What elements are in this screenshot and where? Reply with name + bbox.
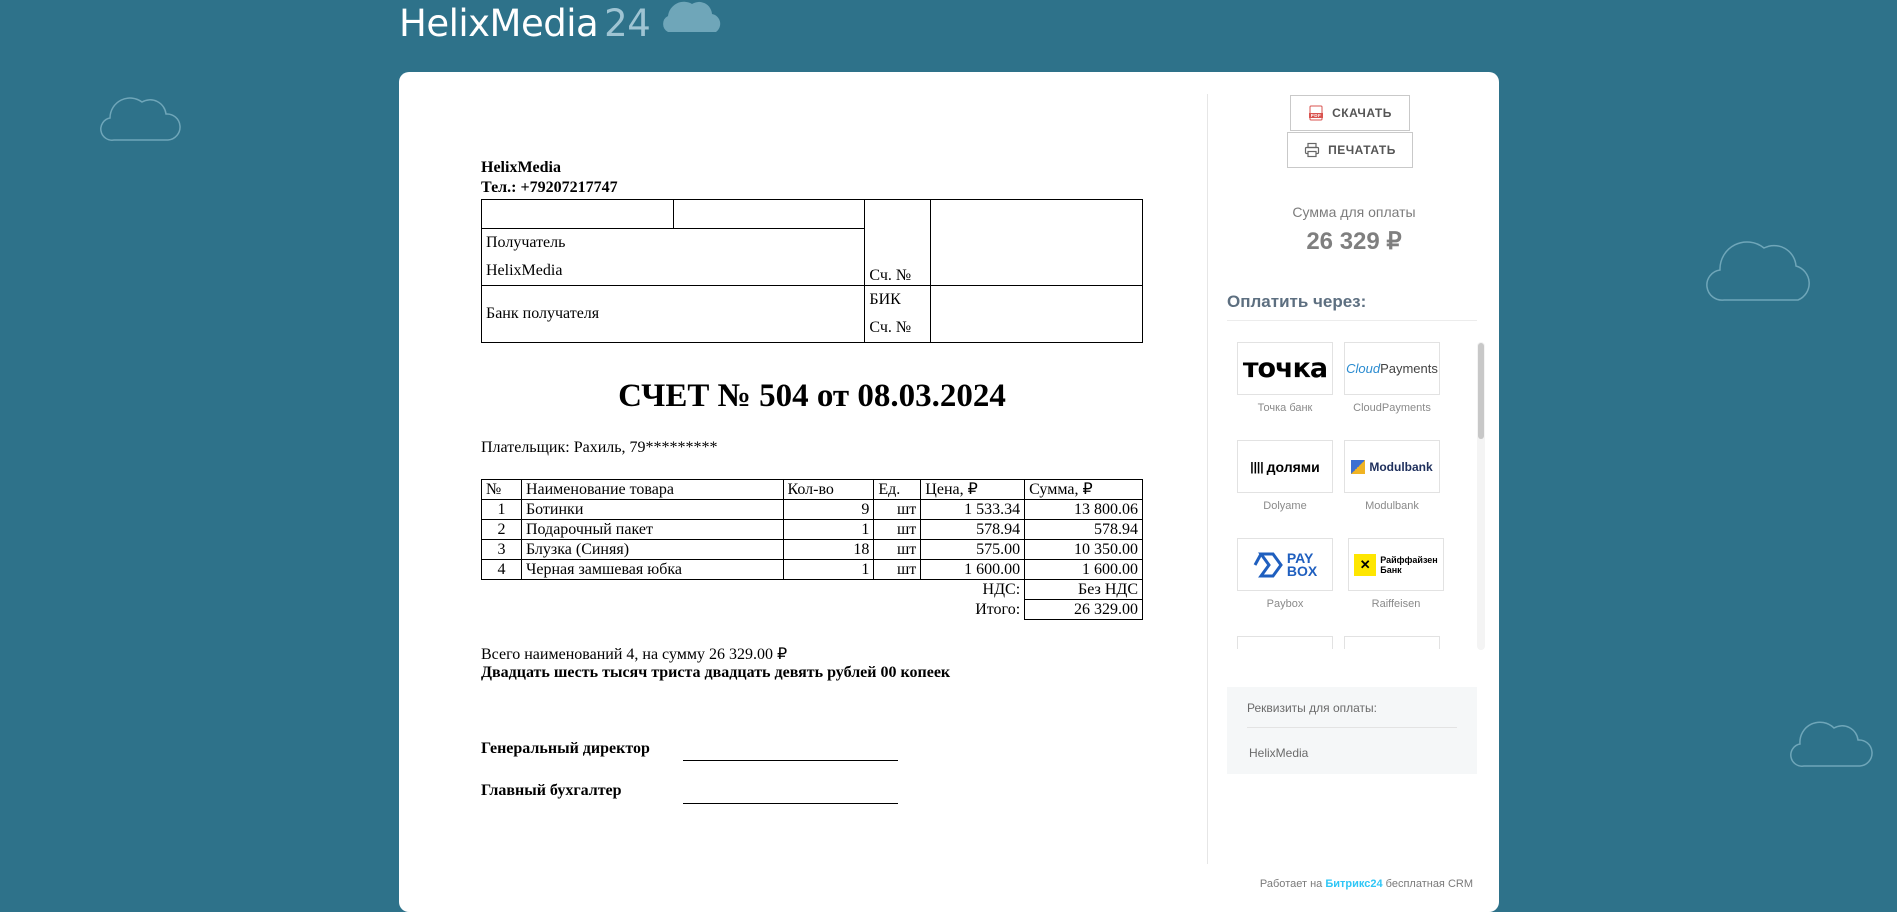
bik-label: БИК (869, 291, 901, 308)
sum-value: 26 329 ₽ (1306, 228, 1402, 255)
column-header: Цена, ₽ (921, 480, 1025, 500)
payment-method-paybox[interactable] (1237, 538, 1333, 610)
payment-method-tochka[interactable] (1237, 342, 1333, 414)
row-unit: шт (874, 560, 921, 580)
payment-method-logo (1344, 636, 1440, 649)
vat-row (482, 580, 1143, 600)
column-header: Кол-во (783, 480, 874, 500)
cloud-decoration (662, 0, 722, 34)
table-header (482, 480, 1143, 500)
row-name: Блузка (Синяя) (521, 540, 783, 560)
raiffeisen-logo-text: Райффайзен (1380, 554, 1438, 565)
row-sum: 13 800.06 (1025, 500, 1143, 520)
recipient-cell (482, 229, 865, 286)
bank-cell (673, 200, 865, 229)
org-name: HelixMedia (481, 159, 561, 176)
payment-method-more[interactable] (1237, 636, 1333, 649)
panel-divider (1207, 94, 1208, 864)
download-label: СКАЧАТЬ (1332, 106, 1392, 120)
vat-value: Без НДС (1025, 580, 1143, 600)
footer-suffix: бесплатная CRM (1385, 878, 1473, 890)
paybox-logo-text: BOX (1286, 562, 1318, 579)
payment-method-caption: Raiffeisen (1371, 598, 1421, 610)
row-price: 578.94 (921, 520, 1025, 540)
payment-method-raiffeisen[interactable] (1348, 538, 1444, 610)
dolyame-logo (1237, 440, 1333, 493)
payment-methods-list (1227, 337, 1477, 649)
total-label: Итого: (975, 600, 1021, 618)
payment-method-caption: Dolyame (1263, 500, 1307, 512)
table-row (482, 520, 1143, 540)
bik-cell (865, 286, 931, 343)
separator (1227, 320, 1477, 321)
requisites-box (1227, 687, 1477, 774)
account-label: Сч. № (865, 200, 931, 286)
invoice-card (399, 72, 1499, 912)
payment-method-cloudpayments[interactable] (1344, 342, 1440, 414)
paybox-icon (1253, 552, 1285, 578)
row-sum: 578.94 (1025, 520, 1143, 540)
accountant-signature-line (683, 803, 898, 804)
items-table (481, 479, 1143, 620)
row-price: 1 600.00 (921, 560, 1025, 580)
payment-method-caption: Modulbank (1365, 500, 1419, 512)
row-sum: 1 600.00 (1025, 560, 1143, 580)
bank-account-label: Сч. № (869, 319, 912, 336)
cloudpayments-logo-text: Cloud (1346, 361, 1381, 376)
table-row (482, 560, 1143, 580)
cloudpayments-logo (1344, 342, 1440, 395)
row-name: Ботинки (521, 500, 783, 520)
row-qty: 1 (783, 560, 874, 580)
row-price: 575.00 (921, 540, 1025, 560)
brand-logo (399, 2, 650, 45)
total-row (482, 600, 1143, 620)
row-unit: шт (874, 500, 921, 520)
separator (1247, 727, 1457, 728)
payment-method-caption: Paybox (1266, 598, 1304, 610)
dolyame-logo-text: долями (1266, 458, 1320, 475)
director-label: Генеральный директор (481, 740, 650, 757)
bank-label: Банк получателя (482, 286, 865, 343)
row-name: Черная замшевая юбка (521, 560, 783, 580)
raiffeisen-logo (1348, 538, 1444, 591)
tochka-logo (1237, 342, 1333, 395)
download-button[interactable] (1290, 95, 1410, 131)
row-name: Подарочный пакет (521, 520, 783, 540)
row-price: 1 533.34 (921, 500, 1025, 520)
row-number: 4 (482, 560, 522, 580)
payment-method-dolyame[interactable] (1237, 440, 1333, 512)
requisites-name: HelixMedia (1249, 746, 1309, 760)
director-signature-line (683, 760, 898, 761)
requisites-title: Реквизиты для оплаты: (1247, 701, 1378, 715)
pay-via-heading: Оплатить через: (1227, 292, 1367, 311)
tochka-logo-text: точка (1242, 353, 1328, 384)
payment-method-more[interactable] (1344, 636, 1440, 649)
modulbank-icon (1351, 460, 1365, 474)
bank-cell (482, 200, 674, 229)
pdf-badge: PDF (1310, 113, 1322, 119)
modulbank-logo (1344, 440, 1440, 493)
table-row (482, 500, 1143, 520)
org-phone: Тел.: +79207217747 (481, 179, 618, 196)
invoice-title: СЧЕТ № 504 от 08.03.2024 (618, 378, 1006, 414)
paybox-logo (1237, 538, 1333, 591)
bank-details-table (481, 199, 1143, 343)
modulbank-logo-text: Modulbank (1369, 459, 1433, 474)
print-button[interactable] (1287, 132, 1413, 168)
cloudpayments-logo-text: Payments (1380, 361, 1438, 376)
cloud-decoration (100, 88, 182, 142)
accountant-label: Главный бухгалтер (481, 782, 622, 799)
row-qty: 1 (783, 520, 874, 540)
footer-prefix: Работает на (1259, 878, 1323, 890)
column-header: № (482, 480, 522, 500)
payment-method-modulbank[interactable] (1344, 440, 1440, 512)
row-sum: 10 350.00 (1025, 540, 1143, 560)
row-number: 2 (482, 520, 522, 540)
brand-number: 24 (604, 2, 651, 45)
column-header: Ед. (874, 480, 921, 500)
row-unit: шт (874, 520, 921, 540)
vat-label: НДС: (982, 580, 1021, 598)
pdf-icon (1308, 105, 1324, 121)
raiffeisen-icon: ✕ (1354, 554, 1376, 576)
table-row (482, 540, 1143, 560)
cloud-decoration (1706, 230, 1818, 302)
row-qty: 18 (783, 540, 874, 560)
row-qty: 9 (783, 500, 874, 520)
payment-method-logo (1237, 636, 1333, 649)
total-in-words: Двадцать шесть тысяч триста двадцать девять рублей 00 копеек (481, 664, 951, 681)
print-label: ПЕЧАТАТЬ (1328, 143, 1396, 157)
payment-method-caption: CloudPayments (1353, 402, 1431, 414)
raiffeisen-logo-text: Банк (1380, 564, 1402, 575)
recipient-name: HelixMedia (486, 262, 563, 279)
payer: Плательщик: Рахиль, 79********* (481, 439, 718, 456)
printer-icon (1304, 142, 1320, 158)
row-number: 1 (482, 500, 522, 520)
cloud-decoration (1790, 714, 1874, 768)
row-number: 3 (482, 540, 522, 560)
total-summary: Всего наименований 4, на сумму 26 329.00 ₽ (481, 646, 788, 663)
brand-name: HelixMedia (399, 2, 599, 45)
bitrix24-link[interactable]: Битрикс24 (1325, 878, 1383, 890)
dolyame-bars-icon: |||| (1250, 459, 1264, 474)
column-header: Наименование товара (521, 480, 783, 500)
footer (1260, 878, 1473, 890)
total-value: 26 329.00 (1025, 600, 1143, 620)
payment-method-caption: Точка банк (1257, 402, 1313, 414)
paybox-logo-text: PAY (1286, 549, 1314, 566)
bik-value (931, 286, 1143, 343)
row-unit: шт (874, 540, 921, 560)
sum-label: Сумма для оплаты (1292, 204, 1416, 220)
column-header: Сумма, ₽ (1025, 480, 1143, 500)
recipient-label: Получатель (486, 234, 566, 251)
account-value (931, 200, 1143, 286)
methods-scrollbar-thumb[interactable] (1478, 343, 1484, 439)
